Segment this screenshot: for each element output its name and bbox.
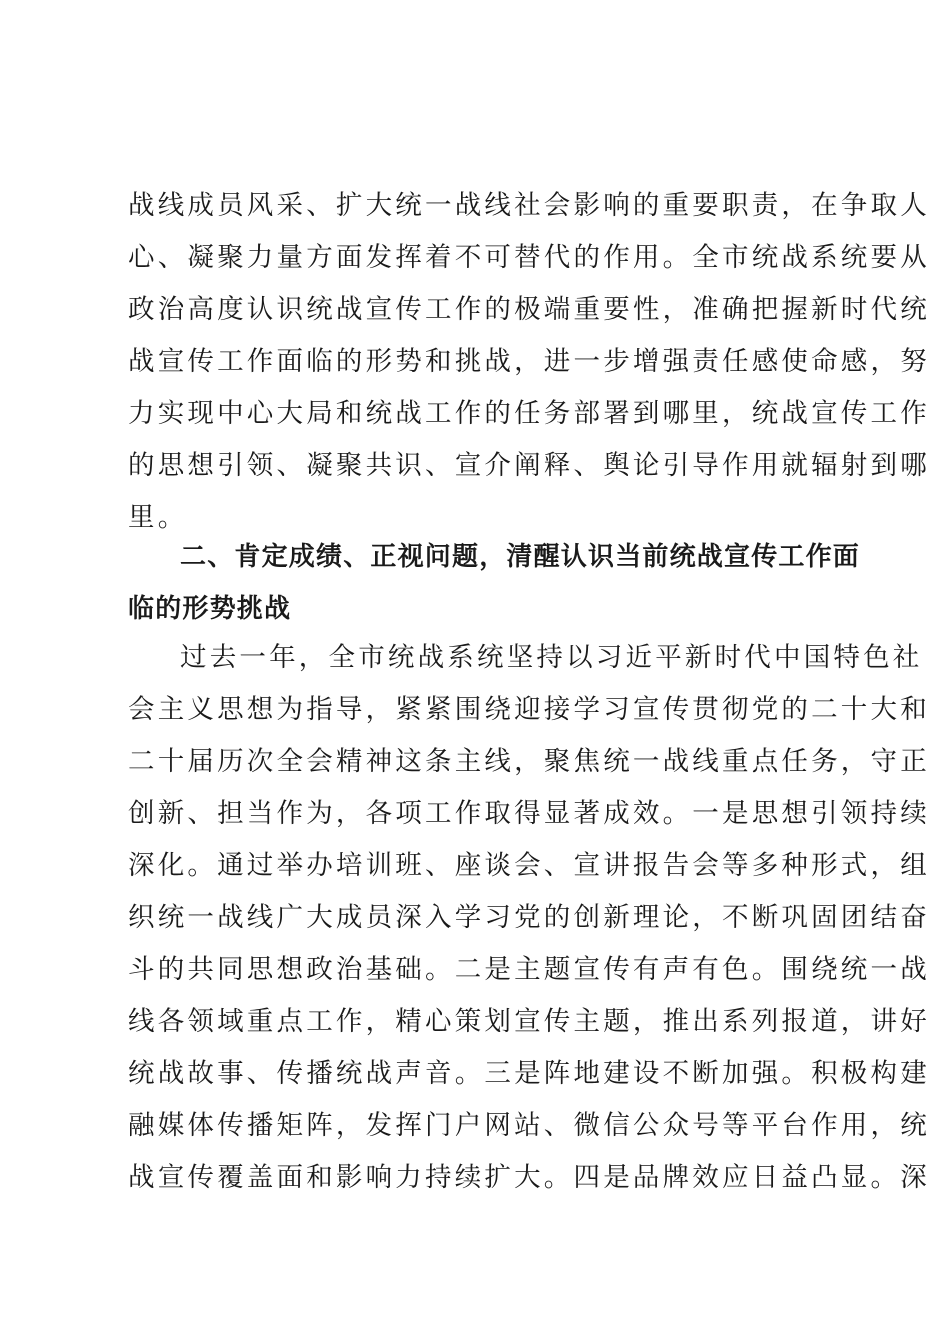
paragraph-line: 战线成员风采、扩大统一战线社会影响的重要职责，在争取人 (128, 190, 930, 221)
paragraph-line: 斗的共同思想政治基础。二是主题宣传有声有色。围绕统一战 (128, 954, 930, 985)
paragraph-line: 织统一战线广大成员深入学习党的创新理论，不断巩固团结奋 (128, 902, 930, 933)
paragraph-line: 创新、担当作为，各项工作取得显著成效。一是思想引领持续 (128, 798, 930, 829)
paragraph-2 (128, 632, 930, 1204)
section-heading (128, 531, 861, 635)
paragraph-line: 会主义思想为指导，紧紧围绕迎接学习宣传贯彻党的二十大和 (128, 694, 930, 725)
paragraph-line: 深化。通过举办培训班、座谈会、宣讲报告会等多种形式，组 (128, 850, 930, 881)
paragraph-line: 二十届历次全会精神这条主线，聚焦统一战线重点任务，守正 (128, 746, 930, 777)
paragraph-line: 力实现中心大局和统战工作的任务部署到哪里，统战宣传工作 (128, 398, 930, 429)
paragraph-line: 线各领域重点工作，精心策划宣传主题，推出系列报道，讲好 (128, 1006, 930, 1037)
paragraph-line: 的思想引领、凝聚共识、宣介阐释、舆论引导作用就辐射到哪 (128, 450, 930, 481)
heading-line: 临的形势挑战 (128, 594, 292, 624)
paragraph-line: 政治高度认识统战宣传工作的极端重要性，准确把握新时代统 (128, 294, 930, 325)
paragraph-line: 统战故事、传播统战声音。三是阵地建设不断加强。积极构建 (128, 1058, 930, 1089)
paragraph-line: 战宣传工作面临的形势和挑战，进一步增强责任感使命感，努 (128, 346, 930, 377)
paragraph-line: 里。 (128, 502, 188, 533)
paragraph-line: 战宣传覆盖面和影响力持续扩大。四是品牌效应日益凸显。深 (128, 1162, 930, 1193)
paragraph-line: 过去一年，全市统战系统坚持以习近平新时代中国特色社 (180, 642, 923, 673)
paragraph-line: 心、凝聚力量方面发挥着不可替代的作用。全市统战系统要从 (128, 242, 930, 273)
paragraph-1 (128, 180, 930, 544)
paragraph-line: 融媒体传播矩阵，发挥门户网站、微信公众号等平台作用，统 (128, 1110, 930, 1141)
heading-line: 二、肯定成绩、正视问题，清醒认识当前统战宣传工作面 (180, 542, 861, 572)
